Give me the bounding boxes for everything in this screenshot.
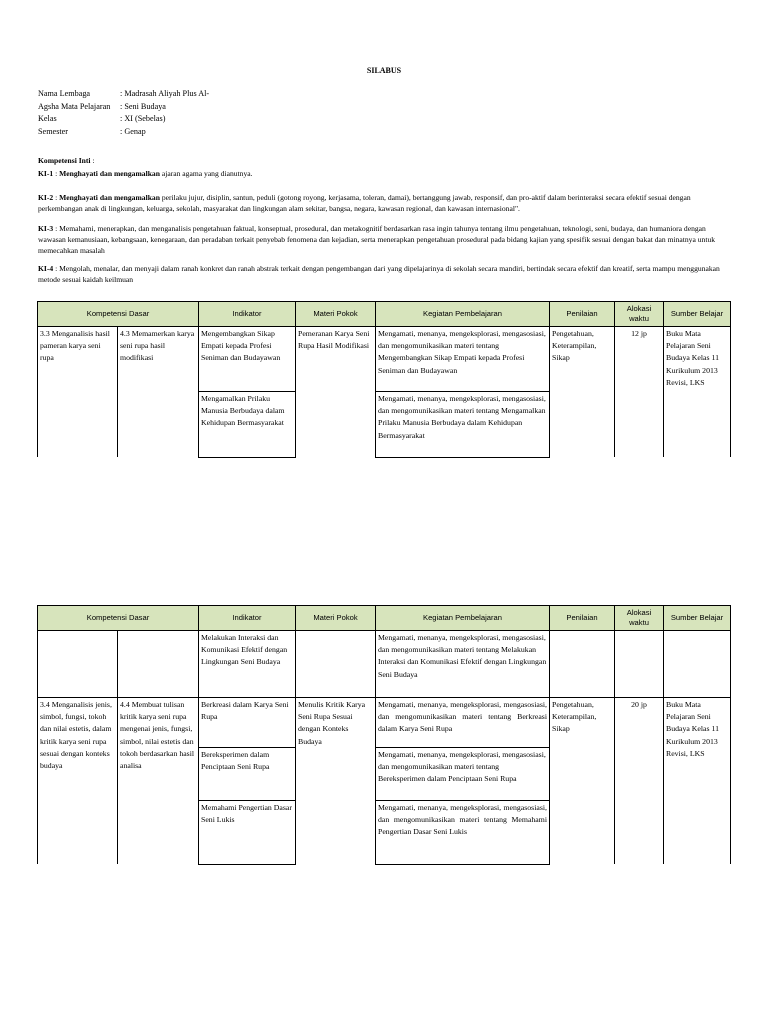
ki-code: KI-4 — [38, 264, 54, 273]
kegiatan-cell: Mengamati, menanya, mengeksplorasi, mengasosiasi, dan mengomunikasikan materi tentang Memahami Pengertian Dasar Seni Lukis — [376, 801, 550, 865]
kegiatan-cell: Mengamati, menanya, mengeksplorasi, mengasosiasi, dan mengomunikasikan materi tentang Mengamalkan Prilaku Manusia Berbudaya dalam Kehidupan Bermasyarakat — [376, 392, 550, 458]
ki-heading — [38, 156, 730, 167]
penilaian-cell-empty — [550, 631, 615, 698]
ki-bold-text: Menghayati dan mengamalkan — [59, 193, 160, 202]
kegiatan-cell: Mengamati, menanya, mengeksplorasi, mengasosiasi, dan mengomunikasikan materi tentang Melakukan Interaksi dan Komunikasi Efektif dengan Lingkungan Seni Budaya — [376, 631, 550, 698]
syllabus-table-1 — [37, 301, 731, 458]
kegiatan-cell: Mengamati, menanya, mengeksplorasi, mengasosiasi, dan mengomunikasikan materi tentang Berkreasi dalam Karya Seni Rupa — [376, 698, 550, 748]
ki-text: Mengolah, menalar, dan menyaji dalam ranah konkret dan ranah abstrak terkait dengan pengembangan dari yang dipelajarinya di sekolah secara mandiri, bertindak secara efektif dan kreatif, serta mampu menggunakan metode sesuai kaidah keilmuan — [38, 264, 720, 284]
header-alokasi: Alokasi waktu — [615, 606, 664, 631]
kd-3-cell-empty — [38, 631, 118, 698]
kd-3-cell: 3.4 Menganalisis jenis, simbol, fungsi, tokoh dan nilai estetis, dalam kritik karya seni rupa sesuai dengan konteks budaya — [38, 698, 118, 865]
ki-heading-colon: : — [90, 156, 95, 165]
sumber-cell: Buku Mata Pelajaran Seni Budaya Kelas 11 Kurikulum 2013 Revisi, LKS — [664, 698, 731, 865]
meta-label: Semester — [38, 126, 69, 136]
header-penilaian: Penilaian — [550, 302, 615, 327]
ki-text: perilaku jujur, disiplin, santun, peduli (gotong royong, kerjasama, toleran, damai), bertanggung jawab, responsif, dan pro-aktif dalam berinteraksi secara efektif sesuai dengan perkembangan anak di lingkungan, keluarga, sekolah, masyarakat dan lingkungan alam sekitar, bangsa, negara, kawasan regional, dan kawasan internasional". — [38, 193, 691, 213]
materi-pokok-cell: Pemeranan Karya Seni Rupa Hasil Modifikasi — [296, 327, 376, 458]
table-header-row — [38, 302, 731, 327]
kd-4-cell-empty — [118, 631, 199, 698]
penilaian-cell: Pengetahuan, Keterampilan, Sikap — [550, 327, 615, 458]
meta-row-subject — [38, 101, 209, 114]
ki-text: Memahami, menerapkan, dan menganalisis pengetahuan faktual, konseptual, prosedural, dan metakognitif berdasarkan rasa ingin tahunya tentang ilmu pengetahuan, teknologi, seni, budaya, dan humaniora dengan wawasan kemanusiaan, kebangsaan, kenegaraan, dan peradaban terkait penyebab fenomena dan kejadian, serta menerapkan pengetahuan prosedural pada bidang kajian yang spesifik sesuai dengan bakat dan minatnya untuk memecahkan masalah — [38, 224, 716, 255]
table-header-row — [38, 606, 731, 631]
table-row — [38, 698, 731, 748]
identity-block — [38, 88, 209, 138]
header-penilaian: Penilaian — [550, 606, 615, 631]
header-sumber: Sumber Belajar — [664, 606, 731, 631]
ki-code: KI-3 — [38, 224, 54, 233]
ki-4: KI-4 : Mengolah, menalar, dan menyaji dalam ranah konkret dan ranah abstrak terkait dengan pengembangan dari yang dipelajarinya di sekolah secara mandiri, bertindak secara efektif dan kreatif, serta mampu menggunakan metode sesuai kaidah keilmuan — [38, 264, 720, 284]
ki-code: KI-2 — [38, 193, 54, 202]
penilaian-cell: Pengetahuan, Keterampilan, Sikap — [550, 698, 615, 865]
header-materi-pokok: Materi Pokok — [296, 606, 376, 631]
syllabus-table-2 — [37, 605, 731, 865]
meta-value: : Madrasah Aliyah Plus Al- — [120, 89, 210, 98]
alokasi-cell-empty — [615, 631, 664, 698]
materi-pokok-cell: Menulis Kritik Karya Seni Rupa Sesuai dengan Konteks Budaya — [296, 698, 376, 865]
header-kegiatan: Kegiatan Pembelajaran — [376, 302, 550, 327]
indikator-cell: Bereksperimen dalam Penciptaan Seni Rupa — [199, 747, 296, 800]
sumber-cell: Buku Mata Pelajaran Seni Budaya Kelas 11 Kurikulum 2013 Revisi, LKS — [664, 327, 731, 458]
meta-label: Kelas — [38, 114, 57, 124]
header-kompetensi-dasar: Kompetensi Dasar — [38, 606, 199, 631]
ki-code: KI-1 — [38, 169, 54, 178]
meta-row-semester — [38, 126, 209, 139]
meta-label: Nama Lembaga — [38, 89, 91, 98]
header-indikator: Indikator — [199, 606, 296, 631]
meta-value: : XI (Sebelas) — [120, 114, 166, 124]
table-row — [38, 327, 731, 392]
document-title: SILABUS — [366, 66, 402, 75]
indikator-cell: Mengembangkan Sikap Empati kepada Profesi Seniman dan Budayawan — [199, 327, 296, 392]
header-kegiatan: Kegiatan Pembelajaran — [376, 606, 550, 631]
meta-label: Agsha Mata Pelajaran — [38, 101, 111, 111]
meta-row-institution — [38, 88, 209, 101]
ki-2: KI-2 : Menghayati dan mengamalkan perilaku jujur, disiplin, santun, peduli (gotong royong, kerjasama, toleran, damai), bertanggung jawab, responsif, dan pro-aktif dalam berinteraksi secara efektif sesuai dengan perkembangan anak di lingkungan, keluarga, sekolah, masyarakat dan lingkungan alam sekitar, bangsa, negara, kawasan regional, dan kawasan internasional". — [38, 193, 691, 213]
kd-4-cell: 4.3 Memamerkan karya seni rupa hasil modifikasi — [118, 327, 199, 458]
meta-value: : Seni Budaya — [120, 101, 166, 111]
kegiatan-cell: Mengamati, menanya, mengeksplorasi, mengasosiasi, dan mengomunikasikan materi tentang Mengembangkan Sikap Empati kepada Profesi Seniman dan Budayawan — [376, 327, 550, 392]
ki-3: KI-3 : Memahami, menerapkan, dan menganalisis pengetahuan faktual, konseptual, prosedural, dan metakognitif berdasarkan rasa ingin tahunya tentang ilmu pengetahuan, teknologi, seni, budaya, dan humaniora dengan wawasan kemanusiaan, kebangsaan, kenegaraan, dan peradaban terkait penyebab fenomena dan kejadian, serta menerapkan pengetahuan prosedural pada bidang kajian yang spesifik sesuai dengan bakat dan minatnya untuk memecahkan masalah — [38, 224, 716, 255]
ki-bold-text: Menghayati dan mengamalkan — [59, 169, 160, 178]
header-sumber: Sumber Belajar — [664, 302, 731, 327]
header-kompetensi-dasar: Kompetensi Dasar — [38, 302, 199, 327]
indikator-cell: Memahami Pengertian Dasar Seni Lukis — [199, 801, 296, 865]
table-row — [38, 631, 731, 698]
indikator-cell: Melakukan Interaksi dan Komunikasi Efektif dengan Lingkungan Seni Budaya — [199, 631, 296, 698]
kd-4-cell: 4.4 Membuat tulisan kritik karya seni rupa mengenai jenis, fungsi, simbol, nilai estetis dan tokoh berdasarkan hasil analisa — [118, 698, 199, 865]
meta-value: : Genap — [120, 126, 146, 136]
alokasi-cell: 20 jp — [615, 698, 664, 865]
kegiatan-cell: Mengamati, menanya, mengeksplorasi, mengasosiasi, dan mengomunikasikan materi tentang Bereksperimen dalam Penciptaan Seni Rupa — [376, 747, 550, 800]
materi-pokok-cell-empty — [296, 631, 376, 698]
kd-3-cell: 3.3 Menganalisis hasil pameran karya seni rupa — [38, 327, 118, 458]
indikator-cell: Berkreasi dalam Karya Seni Rupa — [199, 698, 296, 748]
alokasi-cell: 12 jp — [615, 327, 664, 458]
header-materi-pokok: Materi Pokok — [296, 302, 376, 327]
indikator-cell: Mengamalkan Prilaku Manusia Berbudaya dalam Kehidupan Bermasyarakat — [199, 392, 296, 458]
header-alokasi: Alokasi waktu — [615, 302, 664, 327]
meta-row-class — [38, 113, 209, 126]
sumber-cell-empty — [664, 631, 731, 698]
ki-1: KI-1 : Menghayati dan mengamalkan ajaran agama yang dianutnya. — [38, 169, 253, 178]
ki-heading-text: Kompetensi Inti — [38, 156, 91, 165]
ki-text: ajaran agama yang dianutnya. — [161, 169, 253, 178]
header-indikator: Indikator — [199, 302, 296, 327]
